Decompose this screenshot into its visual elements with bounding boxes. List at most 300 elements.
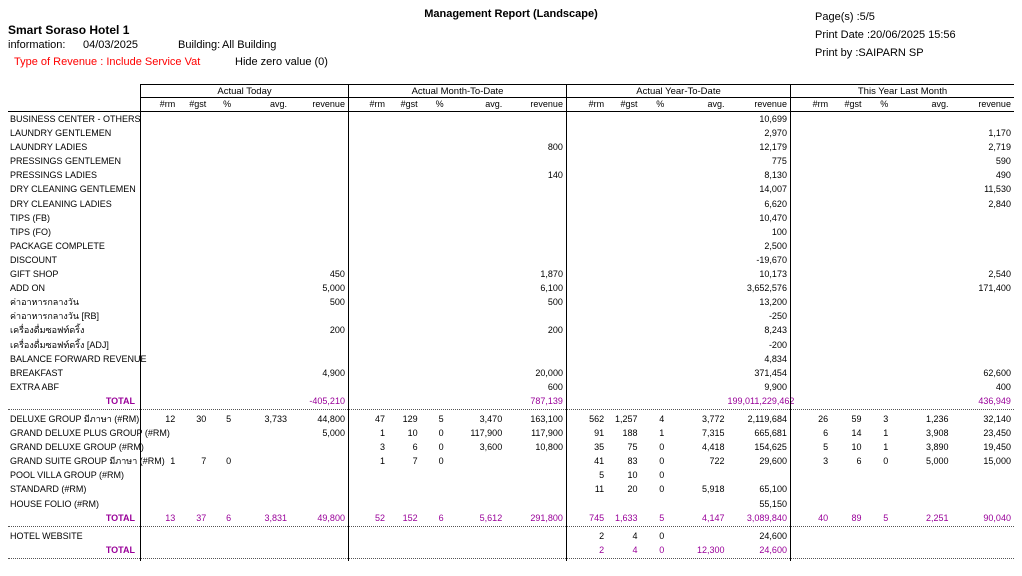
cell — [641, 309, 668, 323]
cell: 10 — [407, 428, 418, 439]
cell — [178, 197, 209, 211]
cell — [865, 197, 892, 211]
cell — [667, 211, 727, 225]
cell — [388, 482, 421, 496]
cell — [891, 529, 951, 543]
cell — [667, 394, 727, 408]
cell — [234, 352, 290, 366]
cell — [349, 295, 388, 309]
cell: 665,681 — [754, 428, 787, 439]
label-spacer — [8, 408, 140, 412]
cell — [791, 225, 831, 239]
revenue-type-label: Type of Revenue : Include Service Vat — [14, 56, 201, 68]
cell — [141, 281, 178, 295]
cell — [831, 211, 864, 225]
column-header: avg. — [707, 99, 725, 109]
cell — [641, 182, 668, 196]
group-cells — [140, 239, 348, 253]
cell — [791, 529, 831, 543]
cell — [141, 468, 178, 482]
cell — [209, 225, 234, 239]
cell — [349, 338, 388, 352]
cell — [234, 380, 290, 394]
cell — [178, 468, 209, 482]
cell — [607, 225, 640, 239]
cell: 1,633 — [615, 512, 638, 523]
cell — [567, 338, 607, 352]
table-row — [8, 468, 1014, 482]
group-cells — [348, 529, 566, 543]
cell — [641, 267, 668, 281]
cell: 129 — [402, 413, 418, 424]
cell: 29,600 — [759, 456, 787, 467]
cell — [447, 366, 506, 380]
cell — [388, 168, 421, 182]
report-table — [8, 84, 1014, 561]
group-header: Actual Year-To-Date — [566, 84, 790, 98]
cell: 32,140 — [983, 413, 1011, 424]
cell — [234, 112, 290, 126]
cell — [349, 168, 388, 182]
table-row — [8, 239, 1014, 253]
cell — [641, 197, 668, 211]
cell — [952, 352, 1014, 366]
cell: 0 — [659, 470, 665, 481]
group-cells — [348, 323, 566, 337]
dotted-separator — [8, 525, 1014, 529]
separator-group — [140, 408, 348, 412]
cell — [865, 394, 892, 408]
cell: 14,007 — [759, 184, 787, 195]
cell: 12,179 — [759, 142, 787, 153]
group-cells — [566, 426, 790, 440]
cell — [952, 309, 1014, 323]
table-row — [8, 225, 1014, 239]
label-spacer — [8, 557, 140, 561]
group-cells — [140, 426, 348, 440]
cell — [178, 352, 209, 366]
column-header-group — [140, 98, 348, 111]
cell — [234, 543, 290, 557]
cell — [421, 380, 447, 394]
cell — [505, 225, 566, 239]
cell — [865, 168, 892, 182]
cell — [567, 394, 607, 408]
table-row — [8, 309, 1014, 323]
group-cells — [348, 126, 566, 140]
group-cells — [140, 323, 348, 337]
cell: 152 — [402, 512, 418, 523]
cell — [891, 154, 951, 168]
cell — [505, 126, 566, 140]
cell — [865, 239, 892, 253]
cell: 436,949 — [978, 395, 1011, 406]
cell — [891, 543, 951, 557]
group-cells — [790, 352, 1014, 366]
table-row — [8, 366, 1014, 380]
row-label: TIPS (FB) — [10, 212, 50, 223]
cell — [234, 454, 290, 468]
cell: 12 — [165, 413, 176, 424]
cell — [421, 309, 447, 323]
cell — [567, 352, 607, 366]
cell — [447, 468, 506, 482]
cell — [388, 338, 421, 352]
group-cells — [566, 154, 790, 168]
group-cells — [140, 440, 348, 454]
cell — [234, 309, 290, 323]
cell: 0 — [659, 530, 665, 541]
cell — [388, 154, 421, 168]
cell — [831, 295, 864, 309]
cell — [209, 295, 234, 309]
cell — [421, 468, 447, 482]
cell — [290, 140, 348, 154]
column-header-group — [566, 98, 790, 111]
cell — [290, 482, 348, 496]
cell — [421, 281, 447, 295]
cell — [865, 281, 892, 295]
table-row — [8, 482, 1014, 496]
cell: 59 — [851, 413, 862, 424]
cell — [178, 497, 209, 511]
group-cells — [140, 468, 348, 482]
cell — [891, 112, 951, 126]
cell: 291,800 — [530, 512, 563, 523]
cell: 89 — [851, 512, 862, 523]
group-cells — [566, 281, 790, 295]
cell — [447, 394, 506, 408]
cell — [505, 529, 566, 543]
cell — [141, 197, 178, 211]
cell — [447, 295, 506, 309]
cell — [865, 529, 892, 543]
cell — [349, 543, 388, 557]
cell — [667, 225, 727, 239]
group-cells — [140, 126, 348, 140]
column-header-row — [8, 98, 1014, 112]
page-count: Page(s) :5/5 — [815, 11, 875, 23]
cell: 5,000 — [322, 428, 345, 439]
group-cells — [566, 394, 795, 408]
cell — [865, 543, 892, 557]
row-label: HOUSE FOLIO (#RM) — [10, 498, 100, 509]
group-cells — [140, 154, 348, 168]
cell — [421, 154, 447, 168]
cell — [290, 211, 348, 225]
cell — [209, 366, 234, 380]
group-cells — [566, 511, 790, 525]
cell: 600 — [547, 381, 563, 392]
cell: -200 — [768, 339, 787, 350]
group-cells — [790, 112, 1014, 126]
cell: 3,652,576 — [746, 283, 787, 294]
cell — [505, 154, 566, 168]
cell — [667, 197, 727, 211]
group-cells — [348, 468, 566, 482]
cell: 10,470 — [759, 212, 787, 223]
cell — [831, 366, 864, 380]
cell — [607, 352, 640, 366]
cell — [865, 352, 892, 366]
cell: 13,200 — [759, 297, 787, 308]
group-cells — [566, 497, 790, 511]
group-cells — [566, 126, 790, 140]
cell — [952, 323, 1014, 337]
table-row — [8, 182, 1014, 196]
cell — [952, 543, 1014, 557]
cell — [141, 267, 178, 281]
row-label: TIPS (FO) — [10, 226, 51, 237]
cell: 24,600 — [759, 544, 787, 555]
cell — [831, 253, 864, 267]
cell — [209, 543, 234, 557]
table-row — [8, 281, 1014, 295]
cell — [667, 267, 727, 281]
information-value: 04/03/2025 — [83, 39, 139, 51]
cell — [178, 543, 209, 557]
cell — [421, 529, 447, 543]
cell — [209, 239, 234, 253]
cell — [607, 338, 640, 352]
cell — [567, 140, 607, 154]
group-cells — [790, 529, 1014, 543]
cell — [641, 154, 668, 168]
cell — [505, 182, 566, 196]
cell — [791, 281, 831, 295]
cell: 1 — [380, 456, 386, 467]
cell — [447, 497, 506, 511]
group-cells — [140, 543, 348, 557]
cell — [791, 197, 831, 211]
cell — [290, 197, 348, 211]
cell — [891, 394, 951, 408]
cell — [952, 338, 1014, 352]
cell — [865, 482, 892, 496]
cell — [178, 295, 209, 309]
group-cells — [348, 197, 566, 211]
cell — [447, 323, 506, 337]
cell — [209, 267, 234, 281]
cell — [607, 140, 640, 154]
cell — [447, 454, 506, 468]
cell — [641, 366, 668, 380]
cell — [891, 281, 951, 295]
building-value: All Building — [222, 39, 277, 51]
group-cells — [790, 182, 1014, 196]
cell — [234, 295, 290, 309]
group-cells — [790, 239, 1014, 253]
group-cells — [566, 380, 790, 394]
cell — [865, 468, 892, 482]
cell: 3,733 — [264, 413, 287, 424]
cell — [421, 253, 447, 267]
information-row — [8, 39, 488, 53]
cell — [567, 366, 607, 380]
cell — [831, 140, 864, 154]
cell: 5,000 — [322, 283, 345, 294]
group-cells — [790, 281, 1014, 295]
cell: 10,699 — [759, 114, 787, 124]
cell — [641, 225, 668, 239]
cell — [290, 239, 348, 253]
cell — [567, 295, 607, 309]
cell — [421, 338, 447, 352]
cell — [505, 253, 566, 267]
group-cells — [790, 168, 1014, 182]
column-header: avg. — [485, 99, 503, 109]
cell — [952, 482, 1014, 496]
group-cells — [348, 239, 566, 253]
cell: 7 — [201, 456, 207, 467]
cell — [447, 281, 506, 295]
group-cells — [566, 225, 790, 239]
group-cells — [140, 412, 348, 426]
separator-group — [140, 557, 348, 561]
group-cells — [348, 482, 566, 496]
cell — [607, 394, 640, 408]
cell — [388, 394, 421, 408]
row-label: STANDARD (#RM) — [10, 484, 87, 495]
cell: 450 — [329, 269, 345, 280]
group-cells — [566, 309, 790, 323]
group-cells — [790, 394, 1014, 408]
cell — [234, 281, 290, 295]
cell: 775 — [771, 156, 787, 167]
group-cells — [140, 454, 348, 468]
cell — [891, 309, 951, 323]
cell: 5 — [883, 512, 889, 523]
row-label: ADD ON — [10, 283, 46, 294]
cell: 2,840 — [988, 198, 1011, 209]
cell — [349, 211, 388, 225]
print-by: Print by :SAIPARN SP — [815, 47, 924, 59]
cell — [349, 281, 388, 295]
cell: 0 — [226, 456, 232, 467]
cell — [421, 295, 447, 309]
row-label: GRAND SUITE GROUP มีภาษา (#RM) — [10, 456, 165, 467]
cell: 0 — [883, 456, 889, 467]
cell — [209, 253, 234, 267]
group-cells — [140, 168, 348, 182]
cell — [421, 497, 447, 511]
cell — [831, 338, 864, 352]
print-date: Print Date :20/06/2025 15:56 — [815, 29, 956, 41]
cell — [141, 168, 178, 182]
cell — [865, 225, 892, 239]
cell: 40 — [818, 512, 829, 523]
cell — [349, 394, 388, 408]
cell — [447, 225, 506, 239]
cell — [607, 281, 640, 295]
cell — [290, 338, 348, 352]
group-cells — [140, 366, 348, 380]
cell — [791, 468, 831, 482]
cell — [667, 497, 727, 511]
cell — [791, 394, 831, 408]
cell — [447, 211, 506, 225]
group-cells — [566, 267, 790, 281]
table-row — [8, 412, 1014, 426]
cell — [607, 211, 640, 225]
cell — [447, 182, 506, 196]
row-label: DELUXE GROUP มีภาษา (#RM) — [10, 413, 140, 424]
cell — [791, 253, 831, 267]
revenue-type-row — [8, 56, 488, 70]
group-cells — [790, 380, 1014, 394]
cell — [388, 112, 421, 126]
cell: 1 — [883, 442, 889, 453]
cell — [567, 154, 607, 168]
row-label: ค่าอาหารกลางวัน — [10, 297, 79, 308]
cell: 83 — [627, 456, 638, 467]
cell — [141, 366, 178, 380]
cell: 2 — [599, 544, 605, 555]
table-row — [8, 140, 1014, 154]
row-label: เครื่องดื่มซอฟท์ดริ้ง — [10, 325, 85, 336]
cell — [234, 482, 290, 496]
cell — [141, 426, 178, 440]
cell: 188 — [622, 428, 638, 439]
cell — [667, 239, 727, 253]
cell: 2,540 — [988, 269, 1011, 280]
cell — [349, 197, 388, 211]
cell — [831, 197, 864, 211]
cell — [791, 126, 831, 140]
table-row — [8, 338, 1014, 352]
cell — [234, 323, 290, 337]
cell — [505, 454, 566, 468]
cell: 154,625 — [754, 442, 787, 453]
cell — [141, 529, 178, 543]
group-cells — [790, 366, 1014, 380]
column-header: revenue — [312, 99, 345, 109]
cell — [567, 168, 607, 182]
cell — [865, 126, 892, 140]
cell — [831, 309, 864, 323]
cell — [178, 338, 209, 352]
cell — [234, 197, 290, 211]
cell: 1,236 — [925, 413, 949, 424]
cell — [891, 497, 951, 511]
group-cells — [790, 211, 1014, 225]
cell — [952, 253, 1014, 267]
group-cells — [566, 352, 790, 366]
row-label: BUSINESS CENTER - OTHERS — [10, 114, 141, 124]
table-row — [8, 253, 1014, 267]
cell: 11,530 — [984, 184, 1011, 195]
cell — [388, 352, 421, 366]
cell — [349, 112, 388, 126]
cell: 1 — [883, 428, 889, 439]
cell — [388, 225, 421, 239]
group-cells — [790, 154, 1014, 168]
cell — [865, 497, 892, 511]
cell — [952, 239, 1014, 253]
cell — [141, 182, 178, 196]
cell — [234, 182, 290, 196]
cell — [421, 239, 447, 253]
cell — [349, 529, 388, 543]
cell: 6 — [856, 456, 862, 467]
cell — [791, 543, 831, 557]
cell: 0 — [438, 428, 444, 439]
group-cells — [566, 239, 790, 253]
cell — [141, 225, 178, 239]
cell — [234, 140, 290, 154]
group-cells — [790, 225, 1014, 239]
row-label: DRY CLEANING GENTLEMEN — [10, 184, 136, 195]
